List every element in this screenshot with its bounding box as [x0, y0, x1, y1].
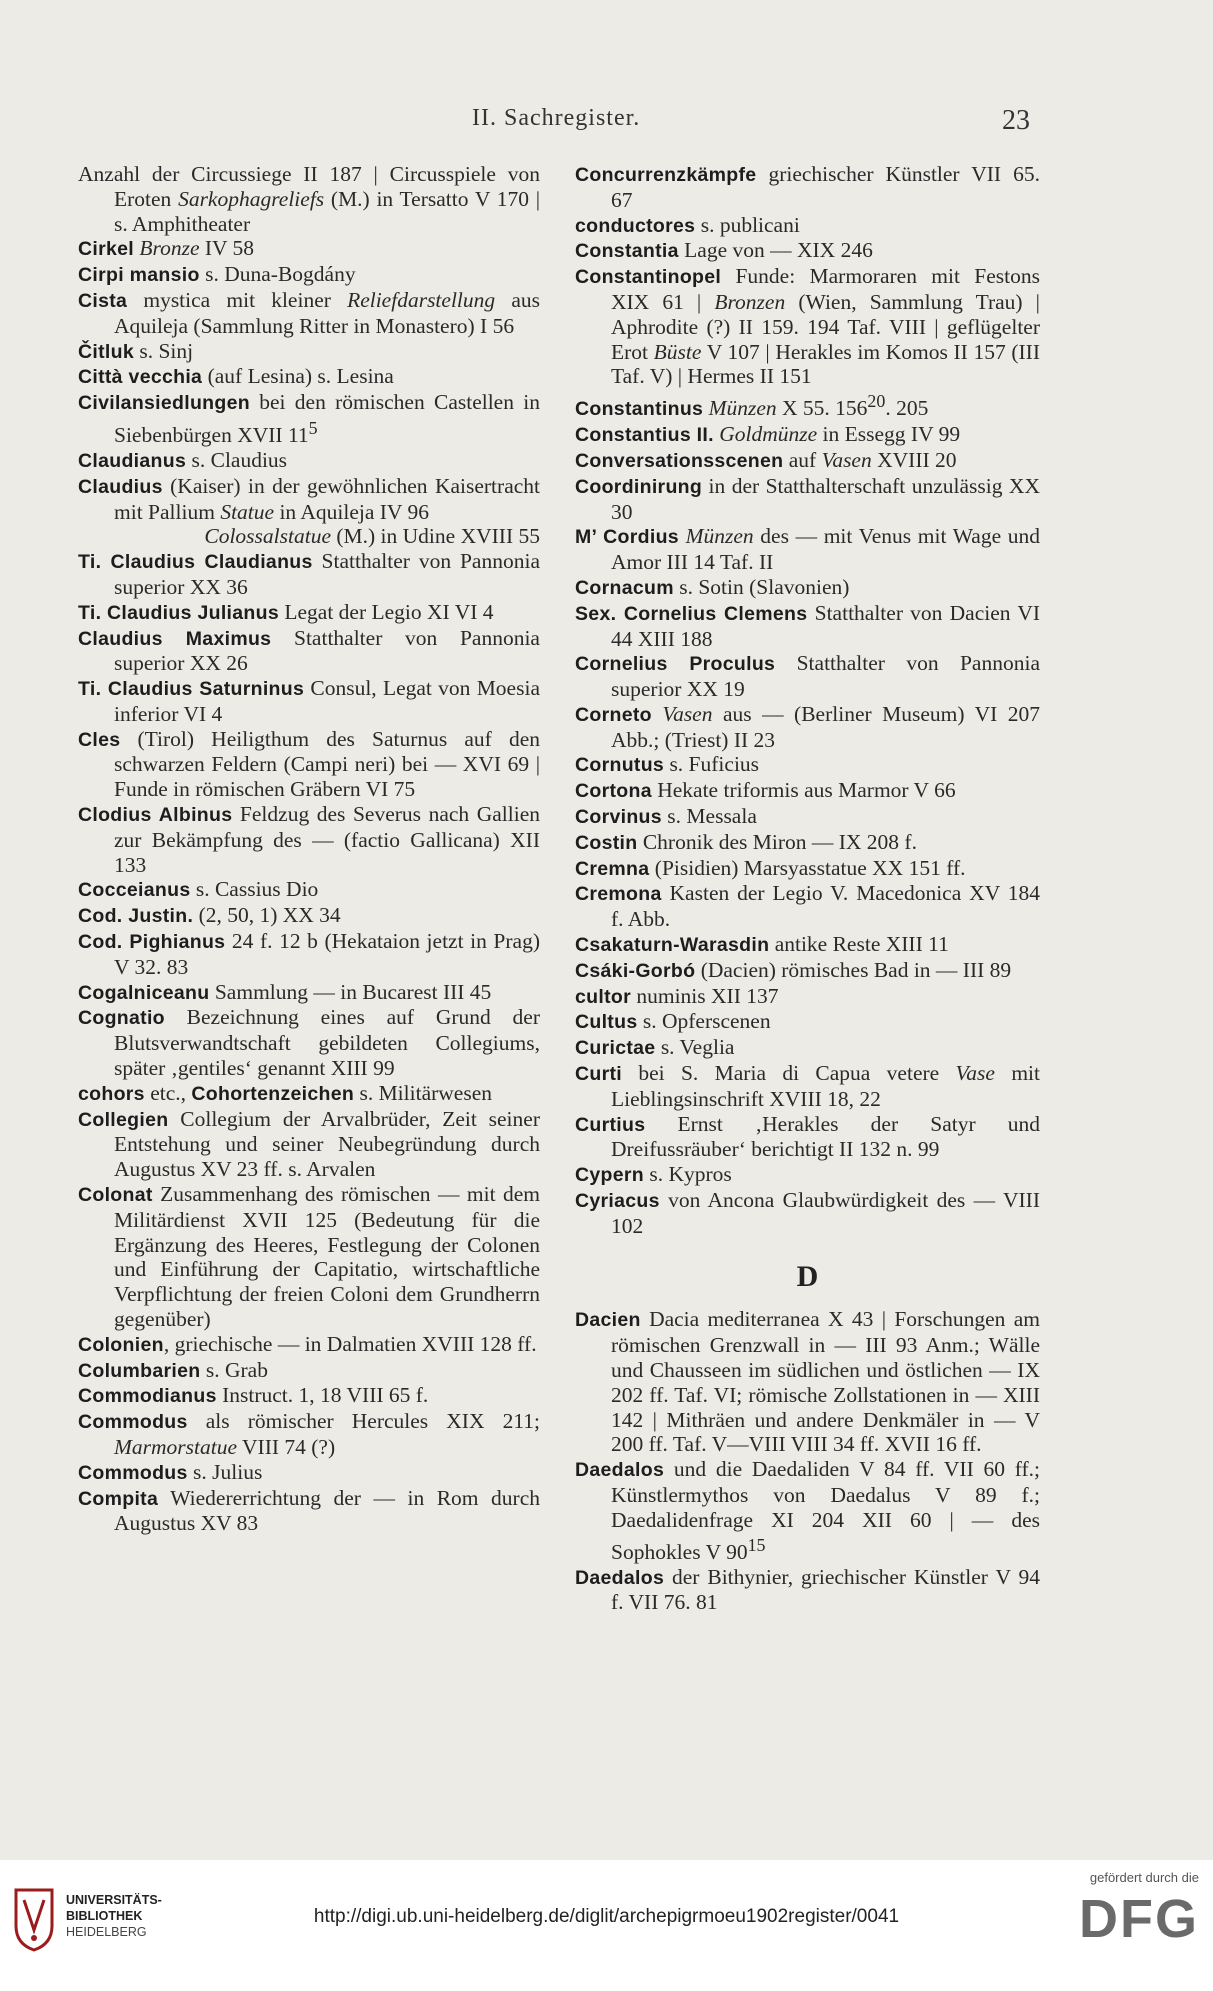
- index-entry: [575, 984, 1040, 1010]
- index-entry: [575, 1061, 1040, 1112]
- index-headword: Claudianus: [78, 449, 187, 472]
- index-headword: Cista: [78, 289, 128, 312]
- index-entry-text: bei S. Maria di Capua vetere Vase mit Lieblingsinschrift XVIII 18, 22: [611, 1061, 1040, 1111]
- index-entry-text: Lage von — XIX 246: [678, 238, 873, 263]
- index-entry-text: Feldzug des Severus nach Gallien zur Bekämpfung des — (factio Gallicana) XII 133: [114, 802, 540, 877]
- index-entry: [575, 1188, 1040, 1239]
- index-entry: [78, 1107, 540, 1182]
- index-headword: Cles: [78, 728, 121, 751]
- index-entry-text: von Ancona Glaubwürdigkeit des — VIII 102: [611, 1188, 1040, 1238]
- index-entry-text: Instruct. 1, 18 VIII 65 f.: [216, 1383, 429, 1408]
- index-entry: [575, 474, 1040, 525]
- index-entry: [78, 364, 540, 390]
- index-headword: Daedalos: [575, 1566, 665, 1589]
- index-entry: [78, 929, 540, 980]
- index-headword: cultor: [575, 985, 631, 1008]
- index-entry-text: Dacia mediterranea X 43 | Forschungen am römischen Grenzwall in — III 93 Anm.; Wälle und Chausseen im südlichen und östlichen — IX 202 ff. Taf. VI; römische Zollstationen in — XIII 142 | Mithräen und andere Denkmäler in — V 200 ff. Taf. V—VIII VIII 34 ff. XVII 16 ff.: [611, 1307, 1040, 1457]
- index-entry-text: 24 f. 12 b (Hekataion jetzt in Prag) V 32. 83: [114, 929, 540, 979]
- index-headword: Dacien: [575, 1309, 641, 1332]
- index-entry: [575, 958, 1040, 984]
- index-entry-text: Funde: Marmoraren mit Festons XIX 61 | Bronzen (Wien, Sammlung Trau) | Aphrodite (?) II 159. 194 Taf. VIII | geflügelter Erot Büste V 107 | Herakles im Komos II 157 (III Taf. V) | Hermes II 151: [611, 264, 1040, 389]
- index-headword: Corneto: [575, 703, 652, 726]
- index-entry-text: (Tirol) Heiligthum des Saturnus auf den schwarzen Feldern (Campi neri) bei — XVI 69 | Funde in römischen Gräbern VI 75: [114, 726, 540, 802]
- index-entry-text: (2, 50, 1) XX 34: [193, 903, 341, 928]
- running-head-title: II. Sachregister.: [472, 105, 641, 131]
- index-headword: Cremona: [575, 883, 662, 906]
- index-headword: M’ Cordius: [575, 526, 679, 549]
- index-entry-text: mystica mit kleiner Reliefdarstellung aus Aquileja (Sammlung Ritter in Monastero) I 56: [114, 287, 540, 338]
- index-headword: Cirpi mansio: [78, 264, 200, 287]
- index-entry-text: Anzahl der Circussiege II 187 | Circusspiele von Eroten Sarkophagreliefs (M.) in Tersatto V 170 | s. Amphitheater: [78, 162, 540, 236]
- index-entry-text: Statthalter von Pannonia superior XX 26: [114, 625, 540, 676]
- index-column-left: [78, 162, 540, 1536]
- index-entry-text: als römischer Hercules XIX 211; Marmorstatue VIII 74 (?): [114, 1409, 540, 1459]
- index-entry-text: s. Julius: [187, 1459, 263, 1484]
- index-headword: Claudius Maximus: [78, 627, 272, 650]
- index-headword: Corvinus: [575, 806, 662, 829]
- index-headword: Ti. Claudius Saturninus: [78, 678, 305, 701]
- index-entry: [575, 752, 1040, 778]
- index-entry-text: s. Fuficius: [664, 752, 760, 777]
- index-entry: [78, 1383, 540, 1409]
- index-entry: [78, 903, 540, 929]
- dfg-logo[interactable]: [1049, 1870, 1199, 1980]
- index-entry-text: auf Vasen XVIII 20: [783, 447, 957, 472]
- index-entry: [575, 702, 1040, 753]
- index-entry-text: Münzen X 55. $156^{20}$. 205: [708, 391, 929, 421]
- index-entry: [575, 238, 1040, 264]
- index-entry-text: griechischer Künstler VII 65. 67: [611, 162, 1040, 212]
- index-entry: [575, 778, 1040, 804]
- index-headword: Cod. Justin.: [78, 905, 194, 928]
- index-entry: [575, 1307, 1040, 1457]
- index-entry-text: s. Cassius Dio: [190, 877, 319, 902]
- index-headword: Csáki-Gorbó: [575, 959, 696, 982]
- index-entry: [78, 1182, 540, 1332]
- index-entry: [78, 549, 540, 600]
- permalink-url[interactable]: http://digi.ub.uni-heidelberg.de/diglit/archepigrmoeu1902register/0041: [313, 1906, 900, 1927]
- index-headword: Cornelius Proculus: [575, 653, 776, 676]
- index-entry: [78, 1332, 540, 1358]
- index-entry: [78, 236, 540, 262]
- index-column-right: [575, 162, 1040, 1615]
- index-headword: conductores: [575, 214, 696, 237]
- index-entry: [78, 1005, 540, 1080]
- index-headword: Colonat: [78, 1184, 153, 1207]
- index-entry-text: Goldmünze in Essegg IV 99: [719, 422, 961, 447]
- index-entry-text: s. Opferscenen: [637, 1009, 771, 1034]
- index-entry-text: Kasten der Legio V. Macedonica XV 184 f. Abb.: [611, 881, 1040, 932]
- index-entry-text: Collegium der Arvalbrüder, Zeit seiner Entstehung und seiner Neubegründung durch Augustus XV 23 ff. s. Arvalen: [114, 1106, 540, 1182]
- index-entry: [575, 1035, 1040, 1061]
- index-entry: [575, 524, 1040, 575]
- index-headword: Cogalniceanu: [78, 981, 210, 1004]
- index-entry-text: s. Messala: [661, 804, 757, 829]
- index-entry-text: Statthalter von Pannonia superior XX 36: [114, 549, 540, 599]
- index-entry-text: in der Statthalterschaft unzulässig XX 30: [611, 473, 1040, 524]
- index-entry: [575, 601, 1040, 652]
- index-entries-c: [575, 162, 1040, 1239]
- index-entry-text: Consul, Legat von Moesia inferior VI 4: [114, 676, 540, 726]
- index-headword: Curtius: [575, 1113, 646, 1136]
- index-entry: [78, 1486, 540, 1537]
- index-entry: [78, 390, 540, 448]
- index-headword: Cod. Pighianus: [78, 931, 226, 954]
- index-headword: Columbarien: [78, 1359, 201, 1382]
- index-entry-text: (Dacien) römisches Bad in — III 89: [695, 957, 1012, 982]
- index-headword: Cultus: [575, 1011, 638, 1034]
- index-entry: [575, 389, 1040, 422]
- index-headword: Clodius Albinus: [78, 804, 233, 827]
- index-headword: Costin: [575, 831, 638, 854]
- index-entry: [575, 1009, 1040, 1035]
- index-headword: Cirkel: [78, 238, 134, 261]
- index-entry-text: s. Claudius: [186, 447, 288, 472]
- index-headword: Cypern: [575, 1164, 644, 1187]
- index-entry-text: Vasen aus — (Berliner Museum) VI 207 Abb.; (Triest) II 23: [611, 701, 1041, 752]
- index-entry: [78, 1409, 540, 1460]
- index-entry-text: Legat der Legio XI VI 4: [278, 599, 494, 624]
- index-entry-text: Wiedererrichtung der — in Rom durch Augustus XV 83: [114, 1485, 540, 1536]
- index-entry-text: Münzen des — mit Venus mit Wage und Amor III 14 Taf. II: [611, 524, 1041, 575]
- index-headword: Cremna: [575, 857, 650, 880]
- index-entry-text: Chronik des Miron — IX 208 f.: [637, 829, 917, 854]
- index-entry-text: Statthalter von Dacien VI 44 XIII 188: [611, 600, 1041, 651]
- index-entry-text: (auf Lesina) s. Lesina: [202, 364, 394, 389]
- index-entry: [78, 288, 540, 339]
- library-line-1: UNIVERSITÄTS-: [66, 1893, 162, 1907]
- index-entry-text: Zusammenhang des römischen — mit dem Militärdienst XVII 125 (Bedeutung für die Ergänzung des Heeres, Festlegung der Colonen und Einführung der Capitatio, wirtschaftliche Verpflichtung der freien Coloni dem Grundherrn gegenüber): [114, 1182, 540, 1332]
- index-entry: [78, 727, 540, 802]
- index-entry: [575, 448, 1040, 474]
- index-entry: [78, 1358, 540, 1384]
- index-headword: Csakaturn-Warasdin: [575, 934, 770, 957]
- index-headword: Constantinopel: [575, 266, 722, 289]
- index-entry: [575, 804, 1040, 830]
- index-headword: Colonien: [78, 1333, 164, 1356]
- index-entry-text: Sammlung — in Bucarest III 45: [209, 979, 492, 1004]
- index-headword: Cortona: [575, 780, 652, 803]
- index-entry: [78, 676, 540, 727]
- index-headword: Conversationsscenen: [575, 449, 784, 472]
- index-entry-text: s. publicani: [695, 212, 800, 237]
- index-entry: [575, 1162, 1040, 1188]
- index-entry: [575, 575, 1040, 601]
- index-entry: [575, 830, 1040, 856]
- index-headword: Cyriacus: [575, 1190, 660, 1213]
- index-entry: [575, 1565, 1040, 1616]
- index-entry: [78, 1460, 540, 1486]
- index-entry: [575, 856, 1040, 882]
- index-entry-text: s. Grab: [200, 1357, 268, 1382]
- index-headword: Cognatio: [78, 1007, 165, 1030]
- index-headword: Collegien: [78, 1108, 169, 1131]
- index-entry-text: numinis XII 137: [630, 983, 779, 1008]
- index-headword: Curictae: [575, 1037, 656, 1060]
- index-headword: Compita: [78, 1487, 159, 1510]
- index-entry-text: s. Veglia: [655, 1035, 735, 1060]
- library-line-3: HEIDELBERG: [66, 1925, 147, 1939]
- index-headword: Commodus: [78, 1411, 188, 1434]
- index-entry: [78, 626, 540, 677]
- index-entry: [78, 162, 540, 236]
- index-entry: [78, 1081, 540, 1107]
- dfg-mark: DFG: [1079, 1889, 1199, 1949]
- index-headword: Cornacum: [575, 576, 674, 599]
- index-entry: [575, 651, 1040, 702]
- index-entry-text: s. Sinj: [133, 338, 194, 363]
- index-entry-text: antike Reste XIII 11: [769, 932, 949, 957]
- index-headword: Coordinirung: [575, 475, 703, 498]
- index-headword: Constantia: [575, 240, 679, 263]
- index-headword: Città vecchia: [78, 366, 203, 389]
- index-headword: Claudius: [78, 475, 163, 498]
- index-entry-text: Statthalter von Pannonia superior XX 19: [611, 651, 1040, 702]
- index-entry-text: Hekate triformis aus Marmor V 66: [651, 778, 956, 803]
- index-entry: [575, 1457, 1040, 1564]
- section-letter: D: [796, 1259, 819, 1293]
- index-entry: [575, 213, 1040, 239]
- index-entry-text: Ernst ‚Herakles der Satyr und Dreifussräuber‘ berichtigt II 132 n. 99: [611, 1111, 1040, 1162]
- index-entries-d: [575, 1307, 1040, 1615]
- index-entry-text: Bezeichnung eines auf Grund der Blutsverwandtschaft gebildeten Collegiums, später ‚gentiles‘ genannt XIII 99: [114, 1005, 540, 1081]
- index-entry-text: Bronze IV 58: [139, 236, 255, 261]
- index-entry-text: s. Duna-Bogdány: [199, 262, 356, 287]
- index-headword: Commodus: [78, 1461, 188, 1484]
- index-headword: Curti: [575, 1063, 622, 1086]
- index-entry: [575, 162, 1040, 213]
- index-entry-text: (Pisidien) Marsyasstatue XX 151 ff.: [649, 855, 966, 880]
- index-headword: Concurrenzkämpfe: [575, 164, 757, 186]
- index-headword: Commodianus: [78, 1385, 217, 1408]
- index-entry: [78, 980, 540, 1006]
- index-headword: Daedalos: [575, 1459, 665, 1482]
- page-number: 23: [1002, 105, 1030, 136]
- index-headword: Cocceianus: [78, 879, 191, 902]
- index-entry: [78, 448, 540, 474]
- index-entry-text: , griechische — in Dalmatien XVIII 128 ff.: [163, 1331, 537, 1356]
- library-line-2: BIBLIOTHEK: [66, 1909, 143, 1923]
- viewer-footer: [0, 1860, 1213, 1991]
- dfg-caption: gefördert durch die: [1089, 1870, 1199, 1885]
- index-headword: Čitluk: [78, 340, 134, 363]
- index-entry: [78, 600, 540, 626]
- index-entry: [575, 264, 1040, 389]
- index-entry-text: (Kaiser) in der gewöhnlichen Kaisertracht mit Pallium Statue in Aquileja IV 96 Colossalstatue (M.) in Udine XVIII 55: [114, 473, 540, 549]
- index-entry: [78, 802, 540, 877]
- index-headword: Civilansiedlungen: [78, 392, 250, 415]
- index-entry: [575, 422, 1040, 448]
- index-headword: Sex. Cornelius Clemens: [575, 602, 808, 625]
- index-headword: cohors: [78, 1082, 145, 1105]
- index-entry: [78, 262, 540, 288]
- index-entry: [78, 877, 540, 903]
- index-entry: [575, 881, 1040, 932]
- index-entry-text: der Bithynier, griechischer Künstler V 94 f. VII 76. 81: [611, 1564, 1040, 1615]
- index-entry: [78, 339, 540, 365]
- index-entry: [575, 1112, 1040, 1163]
- index-entry-text: s. Kypros: [643, 1162, 732, 1187]
- index-entry: [78, 474, 540, 549]
- index-headword: Ti. Claudius Claudianus: [78, 551, 313, 574]
- index-headword: Constantinus: [575, 398, 704, 421]
- index-entry-text: und die Daedaliden V 84 ff. VII 60 ff.; Künstlermythos von Daedalus V 89 f.; Daedalidenfrage XI 204 XII 60 | — des Sophokles V $90^{15}$: [611, 1457, 1040, 1564]
- index-entry-text: s. Sotin (Slavonien): [673, 574, 850, 599]
- index-entry-text: bei den römischen Castellen in Siebenbürgen XVII $11^5$: [114, 390, 540, 448]
- index-entry: [575, 932, 1040, 958]
- index-entry-text: etc., Cohortenzeichen s. Militärwesen: [144, 1080, 493, 1105]
- index-headword: Constantius II.: [575, 424, 714, 447]
- index-headword: Cornutus: [575, 754, 665, 777]
- index-headword: Ti. Claudius Julianus: [78, 601, 279, 624]
